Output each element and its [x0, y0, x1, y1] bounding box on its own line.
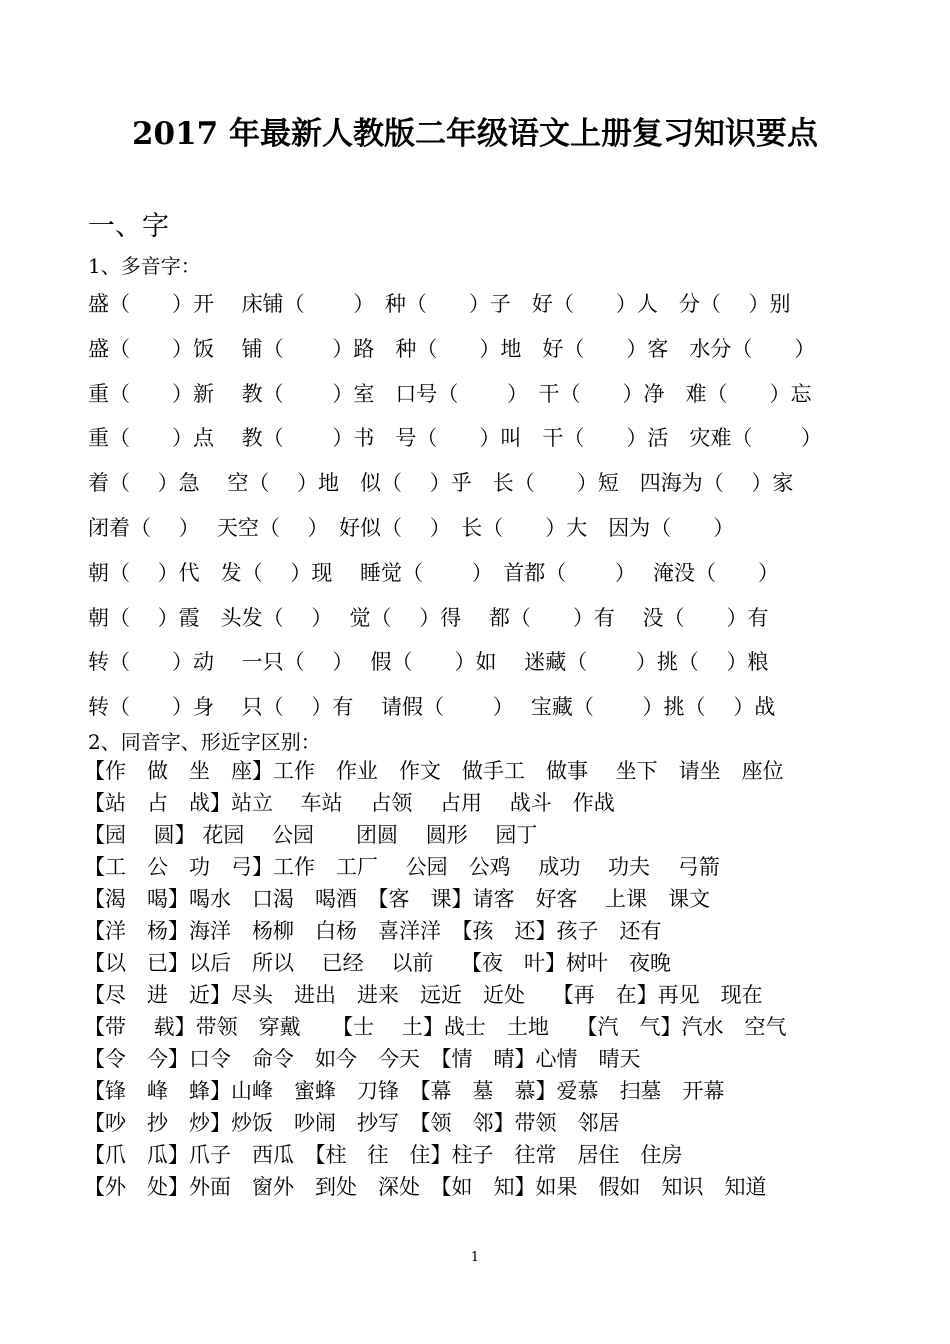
homophones-list	[84, 755, 884, 1203]
homophones-heading: 2、同音字、形近字区别：	[88, 730, 321, 754]
homophone-row: 【带 载】带领 穿戴 【士 土】战士 土地 【汽 气】汽水 空气	[84, 1015, 787, 1039]
homophone-row: 【渴 喝】喝水 口渴 喝酒 【客 课】请客 好客 上课 课文	[84, 887, 711, 911]
polyphonic-row: 着（ ）急 空（ ）地 似（ ）乎 长（ ）短 四海为（ ）家	[88, 471, 794, 496]
polyphonic-row: 朝（ ）代 发（ ）现 睡觉（ ） 首都（ ） 淹没（ ）	[88, 560, 780, 585]
homophone-row: 【尽 进 近】尽头 进出 进来 远近 近处 【再 在】再见 现在	[84, 983, 763, 1007]
section-heading: 一、字	[88, 211, 169, 242]
document-title: 2017 年最新人教版二年级语文上册复习知识要点	[131, 116, 819, 152]
polyphonic-row: 重（ ）新 教（ ）室 口号（ ） 干（ ）净 难（ ）忘	[88, 381, 812, 406]
homophone-row: 【吵 抄 炒】炒饭 吵闹 抄写 【领 邻】带领 邻居	[84, 1111, 620, 1135]
homophone-row: 【爪 瓜】爪子 西瓜 【柱 往 住】柱子 往常 居住 住房	[84, 1143, 683, 1167]
homophone-row: 【锋 峰 蜂】山峰 蜜蜂 刀锋 【幕 墓 慕】爱慕 扫墓 开幕	[84, 1079, 725, 1103]
homophone-row: 【作 做 坐 座】工作 作业 作文 做手工 做事 坐下 请坐 座位	[84, 759, 784, 783]
polyphonic-list	[88, 282, 878, 730]
homophone-row: 【园 圆】 花园 公园 团圆 圆形 园丁	[84, 823, 538, 847]
polyphonic-row: 闭着（ ） 天空（ ） 好似（ ） 长（ ）大 因为（ ）	[88, 515, 735, 540]
polyphonic-row: 转（ ）身 只（ ）有 请假（ ） 宝藏（ ）挑（ ）战	[88, 695, 776, 720]
page-number: 1	[470, 1250, 480, 1265]
polyphonic-row: 朝（ ）霞 头发（ ） 觉（ ）得 都（ ）有 没（ ）有	[88, 605, 769, 630]
homophone-row: 【工 公 功 弓】工作 工厂 公园 公鸡 成功 功夫 弓箭	[84, 855, 720, 879]
homophone-row: 【令 今】口令 命令 如今 今天 【情 晴】心情 晴天	[84, 1047, 641, 1071]
homophone-row: 【外 处】外面 窗外 到处 深处 【如 知】如果 假如 知识 知道	[84, 1175, 767, 1199]
homophone-row: 【站 占 战】站立 车站 占领 占用 战斗 作战	[84, 791, 615, 815]
homophone-row: 【以 已】以后 所以 已经 以前 【夜 叶】树叶 夜晚	[84, 951, 672, 975]
polyphonic-row: 盛（ ）开 床铺（ ） 种（ ）子 好（ ）人 分（ ）别	[88, 292, 791, 316]
homophone-row: 【洋 杨】海洋 杨柳 白杨 喜洋洋 【孩 还】孩子 还有	[84, 919, 662, 943]
polyphonic-row: 盛（ ）饭 铺（ ）路 种（ ）地 好（ ）客 水分（ ）	[88, 336, 816, 361]
polyphonic-row: 转（ ）动 一只（ ） 假（ ）如 迷藏（ ）挑（ ）粮	[88, 650, 769, 675]
polyphonic-row: 重（ ）点 教（ ）书 号（ ）叫 干（ ）活 灾难（ ）	[88, 426, 823, 451]
polyphonic-heading: 1、多音字：	[88, 254, 201, 278]
